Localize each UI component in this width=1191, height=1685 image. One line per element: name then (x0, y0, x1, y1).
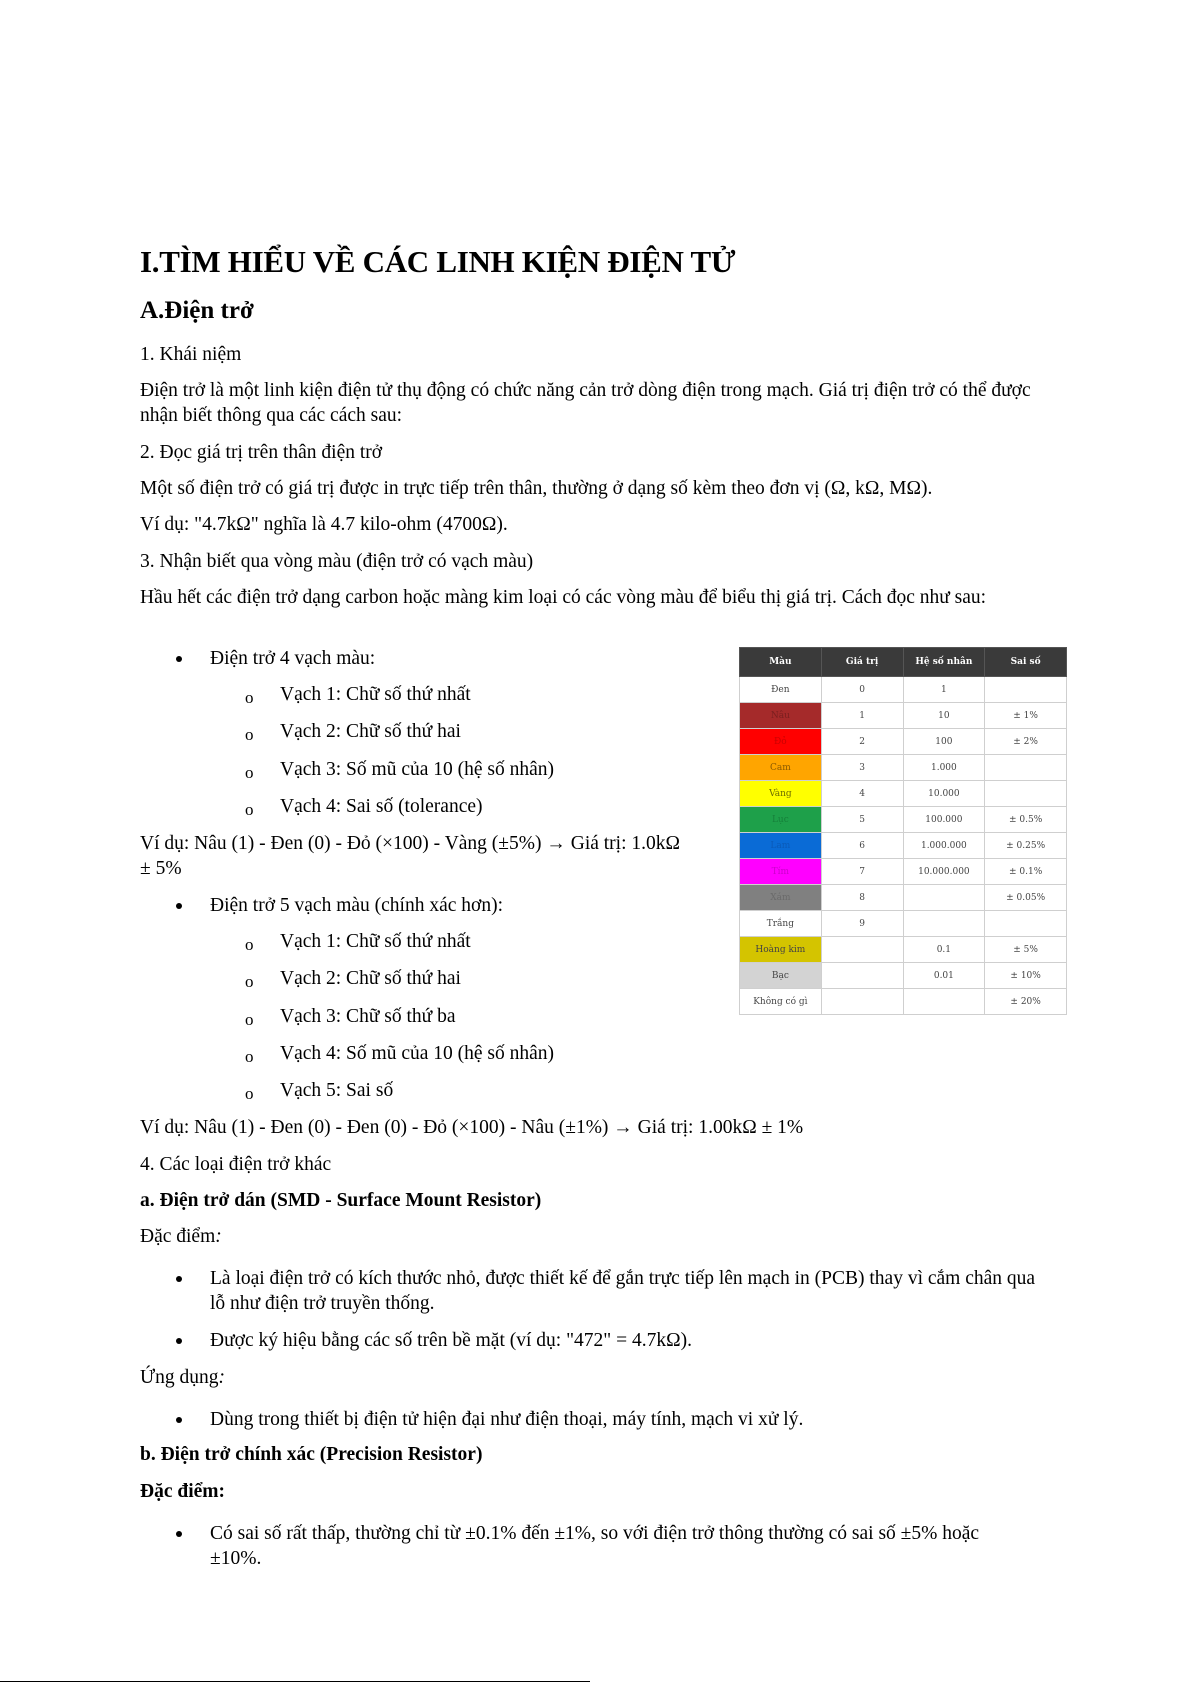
sub-bullet-icon: o (245, 1047, 254, 1066)
cell-value (821, 989, 903, 1015)
smd-features-label: Đặc điểm: (140, 1226, 222, 1247)
table-row (740, 703, 1067, 729)
smd-usage-label: Ứng dụng: (140, 1367, 226, 1388)
table-row (740, 729, 1067, 755)
cell-multiplier: 0.1 (903, 937, 985, 963)
cell-multiplier: 1.000.000 (903, 833, 985, 859)
cell-color: Vàng (740, 781, 822, 807)
heading-color-bands: 3. Nhận biết qua vòng màu (điện trở có vạch màu) (140, 551, 534, 572)
cell-multiplier: 10.000.000 (903, 859, 985, 885)
cell-tolerance: ± 20% (985, 989, 1067, 1015)
cell-color: Đỏ (740, 729, 822, 755)
cell-multiplier: 1.000 (903, 755, 985, 781)
cell-tolerance (985, 677, 1067, 703)
cell-color: Lục (740, 807, 822, 833)
sub-bullet-icon: o (245, 800, 254, 819)
page-title: I.TÌM HIỂU VỀ CÁC LINH KIỆN ĐIỆN TỬ (140, 244, 736, 279)
cell-color: Cam (740, 755, 822, 781)
table-row (740, 859, 1067, 885)
sub-bullet-icon: o (245, 725, 254, 744)
cell-color: Đen (740, 677, 822, 703)
cell-value: 7 (821, 859, 903, 885)
sub-bullet-icon: o (245, 763, 254, 782)
cell-tolerance: ± 10% (985, 963, 1067, 989)
section-heading-resistor: A.Điện trở (140, 297, 254, 324)
cell-tolerance: ± 1% (985, 703, 1067, 729)
cell-color: Không có gì (740, 989, 822, 1015)
cell-value: 1 (821, 703, 903, 729)
cell-multiplier (903, 911, 985, 937)
cell-tolerance (985, 911, 1067, 937)
cell-value (821, 963, 903, 989)
cell-color: Bạc (740, 963, 822, 989)
cell-multiplier (903, 885, 985, 911)
cell-value: 5 (821, 807, 903, 833)
sub-bullet-icon: o (245, 1010, 254, 1029)
cell-multiplier: 10.000 (903, 781, 985, 807)
cell-tolerance: ± 2% (985, 729, 1067, 755)
cell-multiplier: 100 (903, 729, 985, 755)
cell-multiplier: 0.01 (903, 963, 985, 989)
cell-tolerance: ± 0.1% (985, 859, 1067, 885)
footnote-separator (0, 1681, 590, 1682)
table-row (740, 989, 1067, 1015)
cell-tolerance (985, 755, 1067, 781)
table-row (740, 963, 1067, 989)
bullet-icon (176, 1417, 182, 1423)
sub-bullet-icon: o (245, 935, 254, 954)
table-body (740, 677, 1067, 1015)
table-row (740, 677, 1067, 703)
header-color: Màu (740, 648, 822, 677)
example-five-band: Ví dụ: Nâu (1) - Đen (0) - Đen (0) - Đỏ (×100) - Nâu (±1%) → Giá trị: 1.00kΩ ± 1% (140, 1117, 804, 1138)
cell-color: Nâu (740, 703, 822, 729)
sub-bullet-icon: o (245, 972, 254, 991)
cell-multiplier: 100.000 (903, 807, 985, 833)
bullet-icon (176, 1338, 182, 1344)
cell-tolerance (985, 781, 1067, 807)
heading-concept: 1. Khái niệm (140, 344, 242, 365)
heading-precision: b. Điện trở chính xác (Precision Resistor) (140, 1444, 483, 1465)
cell-value: 6 (821, 833, 903, 859)
sub-bullet-icon: o (245, 1084, 254, 1103)
five-band-label: Điện trở 5 vạch màu (chính xác hơn): (210, 895, 503, 916)
heading-other-types: 4. Các loại điện trở khác (140, 1154, 332, 1175)
cell-value: 3 (821, 755, 903, 781)
sub-bullet-icon: o (245, 688, 254, 707)
cell-value: 8 (821, 885, 903, 911)
table-row (740, 937, 1067, 963)
cell-tolerance: ± 0.05% (985, 885, 1067, 911)
example-four-band: Ví dụ: Nâu (1) - Đen (0) - Đỏ (×100) - Vàng (±5%) → Giá trị: 1.0kΩ ± 5% (140, 833, 681, 879)
paragraph-color-bands: Hầu hết các điện trở dạng carbon hoặc màng kim loại có các vòng màu để biểu thị giá trị. Cách đọc như sau: (140, 587, 987, 608)
document-page: I.TÌM HIỂU VỀ CÁC LINH KIỆN ĐIỆN TỬ A.Điện trở 1. Khái niệm Điện trở là một linh kiện điện tử thụ động có chức năng cản trở dòng điện trong mạch. Giá trị điện trở có thể được nhận biết thông qua các cách sau: 2. Đọc giá trị trên thân điện trở Một số điện trở có giá trị được in trực tiếp trên thân, thường ở dạng số kèm theo đơn vị (Ω, kΩ, MΩ). Ví dụ: "4.7kΩ" nghĩa là 4.7 kilo-ohm (4700Ω). 3. Nhận biết qua vòng màu (điện trở có vạch màu) Hầu hết các điện trở dạng carbon hoặc màng kim loại có các vòng màu để biểu thị giá trị. Cách đọc như sau: Điện trở 4 vạch màu: o Vạch 1: Chữ số thứ nhất o Vạch 2: Chữ số thứ hai o Vạch 3: Số mũ của 10 (hệ số nhân) o Vạch 4: Sai số (tolerance) Ví dụ: Nâu (1) - Đen (0) - Đỏ (×100) - Vàng (±5%) → Giá trị: 1.0kΩ ± 5% Điện trở 5 vạch màu (chính xác hơn): o Vạch 1: Chữ số thứ nhất o Vạch 2: Chữ số thứ hai o Vạch 3: Chữ số thứ ba o Vạch 4: Số mũ của 10 (hệ số nhân) o Vạch 5: Sai số Ví dụ: Nâu (1) - Đen (0) - Đen (0) - Đỏ (×100) - Nâu (±1%) → Giá trị: 1.00kΩ ± 1% 4. Các loại điện trở khác a. Điện trở dán (SMD - Surface Mount Resistor) Đặc điểm: Là loại điện trở có kích thước nhỏ, được thiết kế để gắn trực tiếp lên mạch in (PCB) thay vì cắm chân qua lỗ như điện trở truyền thống. Được ký hiệu bằng các số trên bề mặt (ví dụ: "472" = 4.7kΩ). Ứng dụng: Dùng trong thiết bị điện tử hiện đại như điện thoại, máy tính, mạch vi xử lý. b. Điện trở chính xác (Precision Resistor) Đặc điểm: Có sai số rất thấp, thường chỉ từ ±0.1% đến ±1%, so với điện trở thông thường có sai số ±5% hoặc ±10%. Màu Giá trị Hệ số nhân Sai số Đen 0 1 Nâu 1 10 ± 1% Đỏ 2 100 ± 2% Cam 3 1.000 Vàng 4 10.000 Lục 5 100.000 ± 0.5% Lam 6 1.000.000 ± 0.25% Tím 7 10.000.000 ± 0.1% Xám 8 ± 0.05% Trắng 9 Hoàng kim 0.1 ± 5% Bạc 0.01 ± 10% Không có gì ± 20% (0, 0, 1191, 1685)
cell-value: 4 (821, 781, 903, 807)
bullet-icon (176, 1276, 182, 1282)
table-row (740, 781, 1067, 807)
cell-color: Lam (740, 833, 822, 859)
cell-tolerance: ± 5% (985, 937, 1067, 963)
cell-multiplier: 10 (903, 703, 985, 729)
table-header-row (740, 648, 1067, 677)
cell-multiplier: 1 (903, 677, 985, 703)
heading-read-value: 2. Đọc giá trị trên thân điện trở (140, 442, 383, 463)
bullet-icon (176, 903, 182, 909)
table-row (740, 755, 1067, 781)
table-row (740, 885, 1067, 911)
cell-value: 0 (821, 677, 903, 703)
bullet-icon (176, 656, 182, 662)
heading-smd: a. Điện trở dán (SMD - Surface Mount Resistor) (140, 1190, 542, 1211)
four-band-label: Điện trở 4 vạch màu: (210, 648, 376, 669)
cell-color: Hoàng kim (740, 937, 822, 963)
table-row (740, 911, 1067, 937)
header-tolerance: Sai số (985, 648, 1067, 677)
cell-color: Tím (740, 859, 822, 885)
cell-color: Xám (740, 885, 822, 911)
table-row (740, 833, 1067, 859)
cell-value: 2 (821, 729, 903, 755)
cell-tolerance: ± 0.25% (985, 833, 1067, 859)
cell-multiplier (903, 989, 985, 1015)
precision-features-label: Đặc điểm: (140, 1481, 226, 1502)
example-read-value: Ví dụ: "4.7kΩ" nghĩa là 4.7 kilo-ohm (4700Ω). (140, 514, 508, 535)
paragraph-concept: Điện trở là một linh kiện điện tử thụ động có chức năng cản trở dòng điện trong mạch. Giá trị điện trở có thể được nhận biết thông qua các cách sau: (140, 380, 1031, 426)
paragraph-read-value: Một số điện trở có giá trị được in trực tiếp trên thân, thường ở dạng số kèm theo đơn vị (Ω, kΩ, MΩ). (140, 478, 933, 499)
cell-value: 9 (821, 911, 903, 937)
cell-color: Trắng (740, 911, 822, 937)
header-multiplier: Hệ số nhân (903, 648, 985, 677)
cell-value (821, 937, 903, 963)
header-value: Giá trị (821, 648, 903, 677)
cell-tolerance: ± 0.5% (985, 807, 1067, 833)
bullet-icon (176, 1531, 182, 1537)
table-row (740, 807, 1067, 833)
resistor-color-code-table (739, 647, 1067, 1015)
